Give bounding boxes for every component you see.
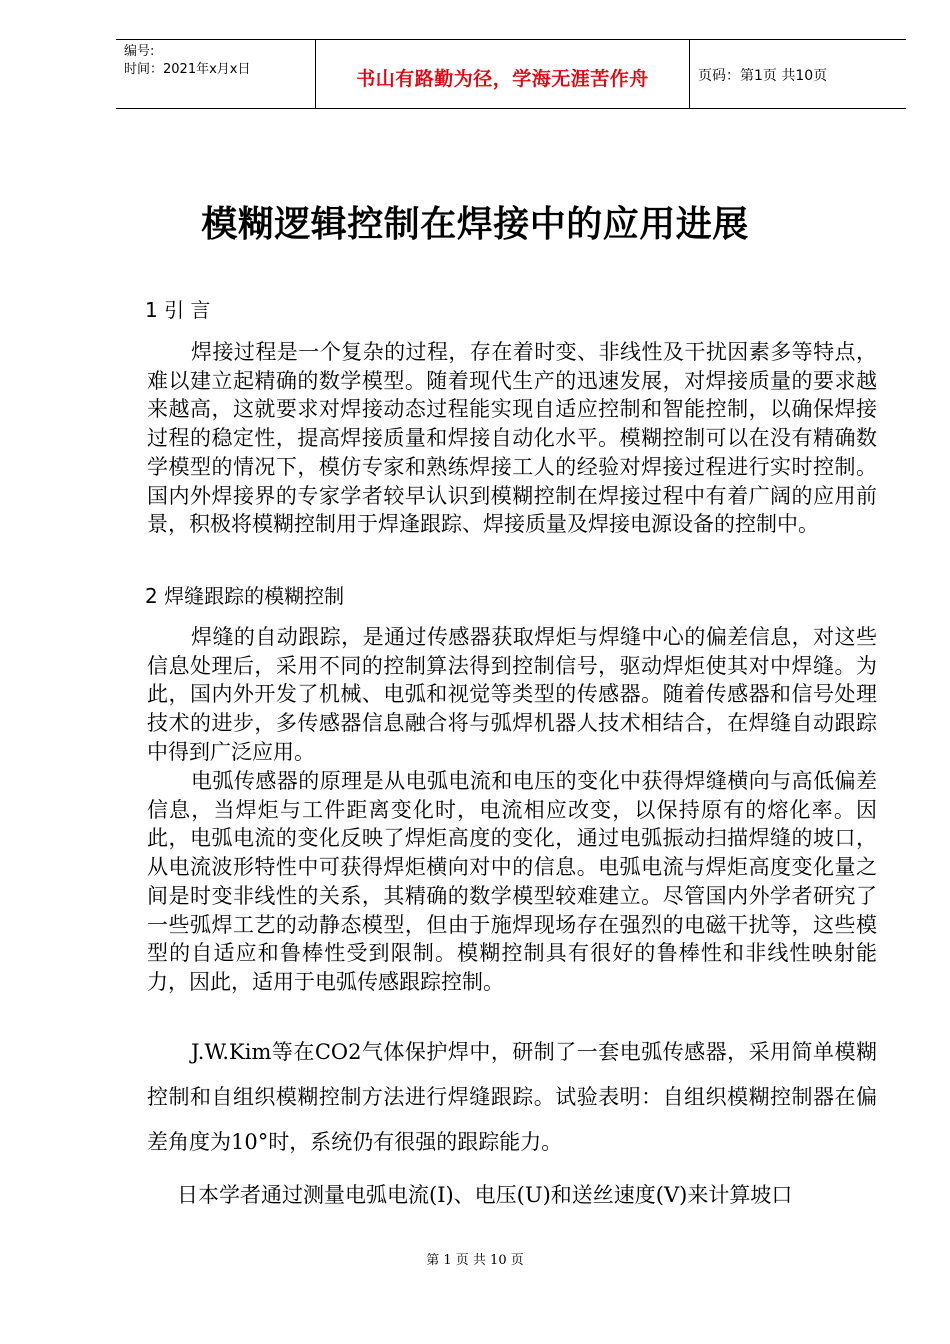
section-1-paragraph: 焊接过程是一个复杂的过程，存在着时变、非线性及干扰因素多等特点，难以建立起精确的数学模型。随着现代生产的迅速发展，对焊接质量的要求越来越高，这就要求对焊接动态过程能实现自适应控制和智能控制，以确保焊接过程的稳定性，提高焊接质量和焊接自动化水平。模糊控制可以在没有精确数学模型的情况下，模仿专家和熟练焊接工人的经验对焊接过程进行实时控制。国内外焊接界的专家学者较早认识到模糊控制在焊接过程中有着广阔的应用前景，积极将模糊控制用于焊逢跟踪、焊接质量及焊接电源设备的控制中。 [147, 340, 877, 537]
header-meta-cell [116, 40, 316, 108]
header-page-cell [690, 40, 906, 108]
section-2-paragraph-4: 日本学者通过测量电弧电流(I)、电压(U)和送丝速度(V)来计算坡口 [177, 1183, 793, 1207]
section-2-paragraph-3: J.W.Kim等在CO2气体保护焊中，研制了一套电弧传感器，采用简单模糊控制和自组织模糊控制方法进行焊缝跟踪。试验表明：自组织模糊控制器在偏差角度为10°时，系统仍有很强的跟踪能力。 [147, 1040, 877, 1154]
motto: 书山有路勤为径，学海无涯苦作舟 [356, 68, 649, 90]
number-label: 编号: [124, 44, 155, 59]
section-2-paragraph-2: 电弧传感器的原理是从电弧电流和电压的变化中获得焊缝横向与高低偏差信息，当焊炬与工件距离变化时，电流相应改变，以保持原有的熔化率。因此，电弧电流的变化反映了焊炬高度的变化，通过电弧振动扫描焊缝的坡口，从电流波形特性中可获得焊炬横向对中的信息。电弧电流与焊炬高度变化量之间是时变非线性的关系，其精确的数学模型较难建立。尽管国内外学者研究了一些弧焊工艺的动静态模型，但由于施焊现场存在强烈的电磁干扰等，这些模型的自适应和鲁棒性受到限制。模糊控制具有很好的鲁棒性和非线性映射能力，因此，适用于电弧传感跟踪控制。 [147, 769, 877, 994]
section-1-heading: 1 引 言 [145, 298, 211, 322]
time-label: 时间：2021年x月x日 [124, 62, 251, 77]
header-motto-cell [316, 40, 690, 108]
section-2-heading: 2 焊缝跟踪的模糊控制 [145, 584, 345, 608]
document-title: 模糊逻辑控制在焊接中的应用进展 [201, 203, 749, 245]
document-header [116, 39, 906, 109]
section-2-paragraph-1: 焊缝的自动跟踪，是通过传感器获取焊炬与焊缝中心的偏差信息，对这些信息处理后，采用不同的控制算法得到控制信号，驱动焊炬使其对中焊缝。为此，国内外开发了机械、电弧和视觉等类型的传感器。随着传感器和信号处理技术的进步，多传感器信息融合将与弧焊机器人技术相结合，在焊缝自动跟踪中得到广泛应用。 [147, 625, 877, 764]
page-info: 页码：第1页 共10页 [698, 68, 828, 84]
page-footer: 第 1 页 共 10 页 [426, 1253, 524, 1268]
